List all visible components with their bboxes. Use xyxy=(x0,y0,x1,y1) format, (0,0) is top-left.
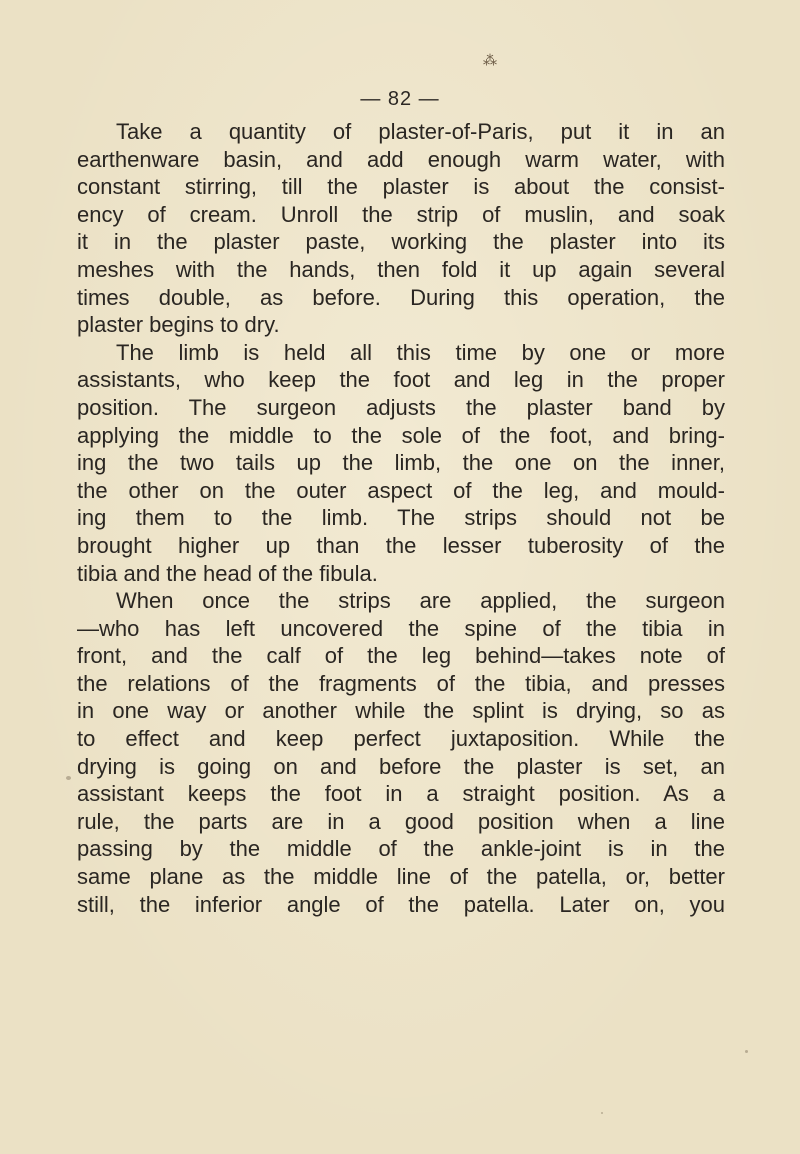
text-line: drying is going on and before the plaster is set, an xyxy=(77,753,725,779)
text-line: plaster begins to dry. xyxy=(77,312,280,338)
text-line: it in the plaster paste, working the plaster into its xyxy=(77,229,725,255)
text-line: the relations of the fragments of the tibia, and presses xyxy=(77,670,725,696)
text-line: ing them to the limb. The strips should not be xyxy=(77,505,725,531)
text-line: in one way or another while the splint is drying, so as xyxy=(77,698,725,724)
text-line: front, and the calf of the leg behind—takes note of xyxy=(77,643,725,669)
text-line: same plane as the middle line of the patella, or, better xyxy=(77,864,725,890)
text-line: passing by the middle of the ankle-joint is in the xyxy=(77,836,725,862)
text-line: The limb is held all this time by one or more xyxy=(116,339,725,365)
body-text xyxy=(77,118,725,918)
paper-speck xyxy=(66,776,71,780)
text-line: position. The surgeon adjusts the plaster band by xyxy=(77,394,725,420)
text-line: meshes with the hands, then fold it up again several xyxy=(77,256,725,282)
text-line: When once the strips are applied, the surgeon xyxy=(116,588,725,614)
paper-speck xyxy=(745,1050,748,1053)
paper-speck xyxy=(601,1112,603,1114)
text-line: to effect and keep perfect juxtaposition. While the xyxy=(77,726,725,752)
text-line: rule, the parts are in a good position when a line xyxy=(77,808,725,834)
text-line: constant stirring, till the plaster is about the consist- xyxy=(77,174,725,200)
text-line: assistants, who keep the foot and leg in the proper xyxy=(77,367,725,393)
ornament-mark: ⁂ xyxy=(483,54,497,69)
text-line: ency of cream. Unroll the strip of muslin, and soak xyxy=(77,201,725,227)
text-line: earthenware basin, and add enough warm water, with xyxy=(77,146,725,172)
text-line: Take a quantity of plaster-of-Paris, put it in an xyxy=(116,119,725,144)
text-line: ing the two tails up the limb, the one on the inner, xyxy=(77,450,725,476)
text-line: —who has left uncovered the spine of the tibia in xyxy=(77,615,725,641)
text-line: times double, as before. During this operation, the xyxy=(77,284,725,310)
page-number: — 82 — xyxy=(360,88,440,110)
text-line: assistant keeps the foot in a straight position. As a xyxy=(77,781,725,807)
text-line: tibia and the head of the fibula. xyxy=(77,560,378,586)
text-line: applying the middle to the sole of the foot, and bring- xyxy=(77,422,725,448)
text-line: still, the inferior angle of the patella. Later on, you xyxy=(77,891,725,917)
text-line: the other on the outer aspect of the leg, and mould- xyxy=(77,477,725,503)
text-line: brought higher up than the lesser tuberosity of the xyxy=(77,532,725,558)
